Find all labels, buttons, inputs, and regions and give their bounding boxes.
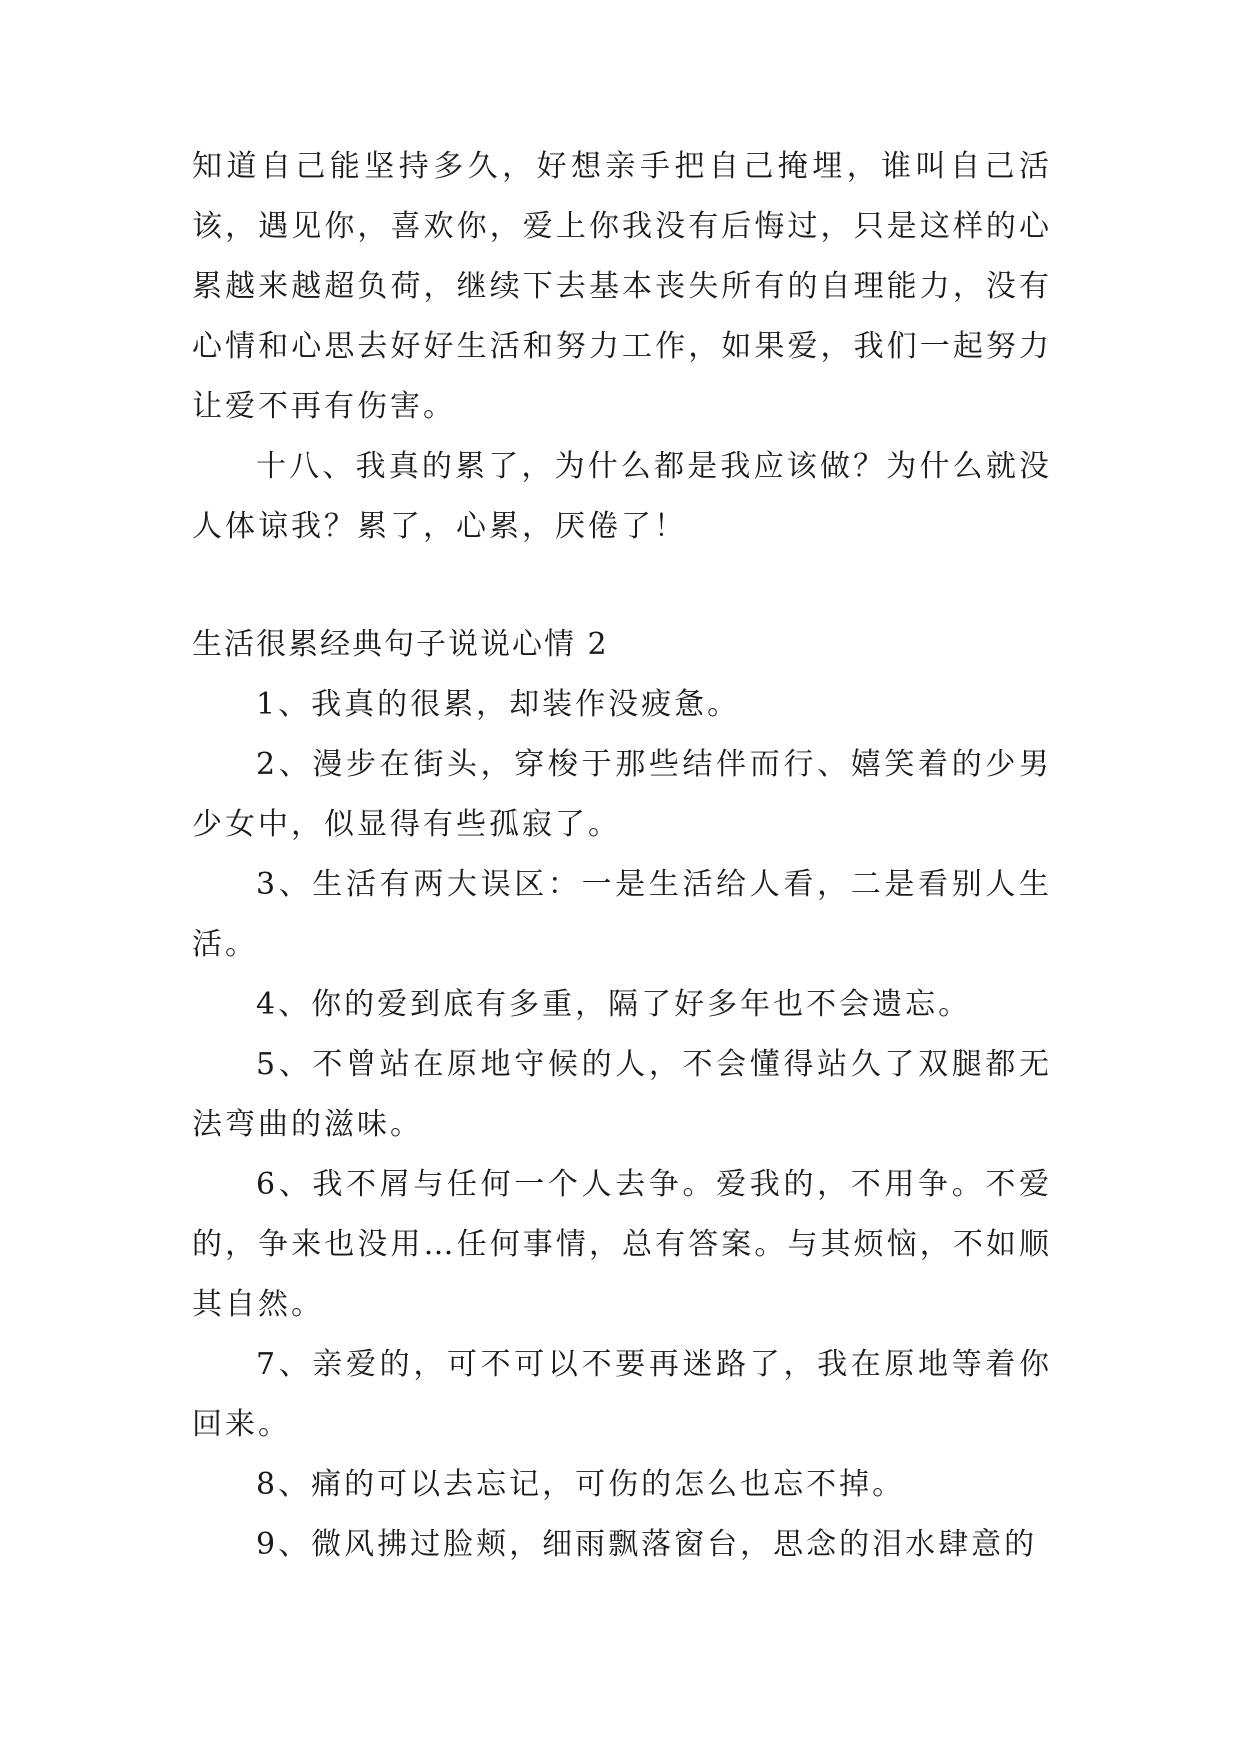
- list-item: 8、痛的可以去忘记，可伤的怎么也忘不掉。: [256, 1467, 906, 1502]
- paragraph: 知道自己能坚持多久，好想亲手把自己掩埋，谁叫自己活该，遇见你，喜欢你，爱上你我没有后悔过，只是这样的心累越来越超负荷，继续下去基本丧失所有的自理能力，没有心情和心思去好好生活和努力工作，如果爱，我们一起努力让爱不再有伤害。: [192, 149, 1052, 424]
- list-item: 5、不曾站在原地守候的人，不会懂得站久了双腿都无法弯曲的滋味。: [192, 1047, 1052, 1142]
- list-item: 3、生活有两大误区：一是生活给人看，二是看别人生活。: [192, 867, 1052, 962]
- list-item: 4、你的爱到底有多重，隔了好多年也不会遗忘。: [256, 987, 972, 1022]
- list-item: 7、亲爱的，可不可以不要再迷路了，我在原地等着你回来。: [192, 1347, 1052, 1442]
- paragraph: 十八、我真的累了，为什么都是我应该做？为什么就没人体谅我？累了，心累，厌倦了！: [192, 449, 1052, 544]
- list-item: 1、我真的很累，却装作没疲惫。: [256, 687, 741, 722]
- list-item: 9、微风拂过脸颊，细雨飘落窗台，思念的泪水肆意的: [256, 1527, 1038, 1562]
- document-body: [192, 137, 1052, 1575]
- section-heading: 生活很累经典句子说说心情 2: [192, 627, 609, 662]
- list-item: 2、漫步在街头，穿梭于那些结伴而行、嬉笑着的少男少女中，似显得有些孤寂了。: [192, 747, 1052, 842]
- list-item: 6、我不屑与任何一个人去争。爱我的，不用争。不爱的，争来也没用…任何事情，总有答案。与其烦恼，不如顺其自然。: [192, 1167, 1052, 1322]
